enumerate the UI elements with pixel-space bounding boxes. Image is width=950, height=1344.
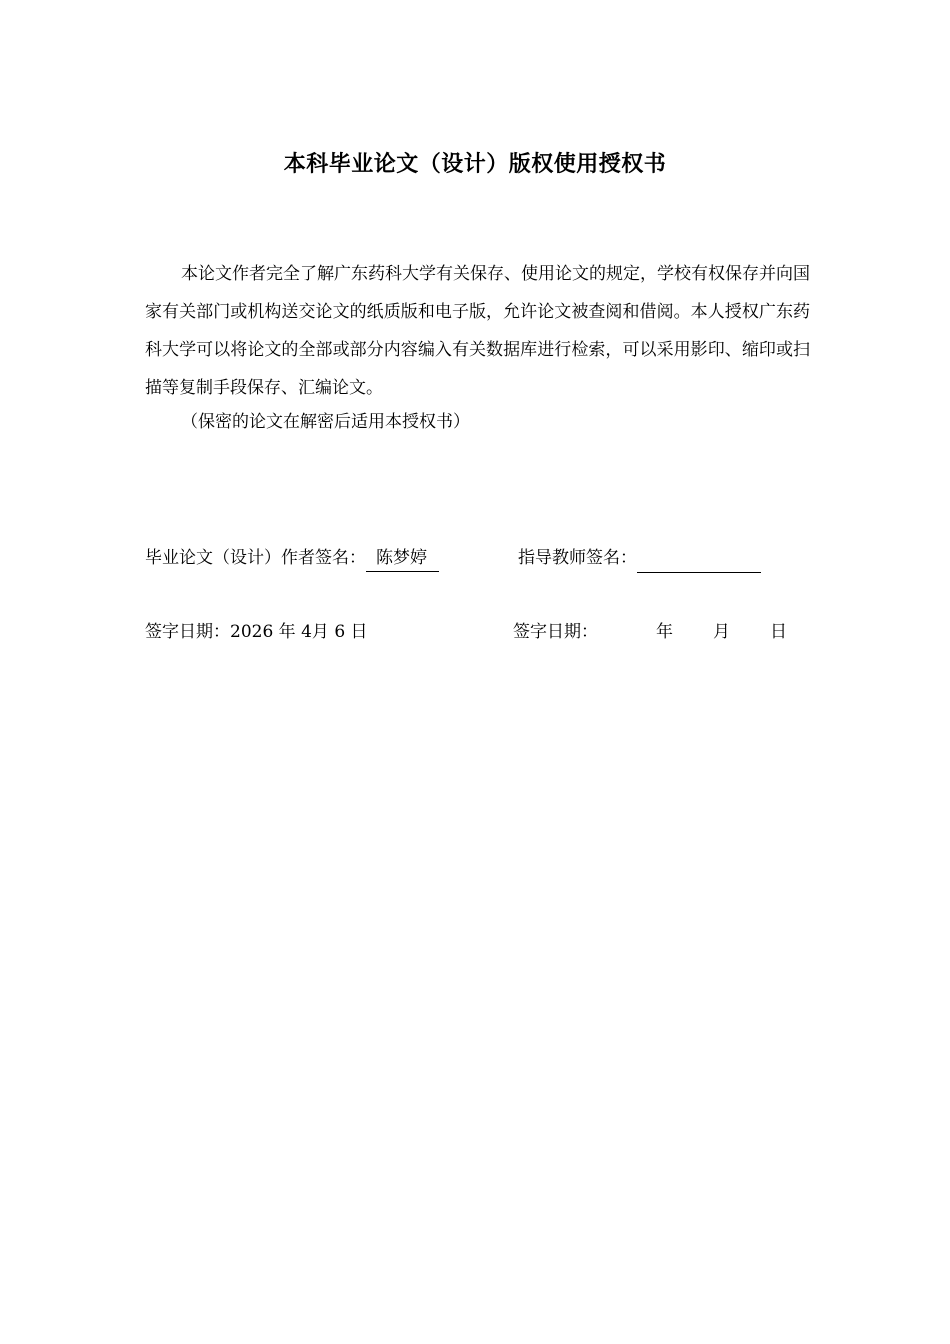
author-date-year-unit: 年 [278,622,296,642]
author-date-day: 6 [334,622,346,642]
advisor-date-label: 签字日期： [513,622,598,642]
confidential-note: （保密的论文在解密后适用本授权书） [181,412,470,432]
author-date-month-unit: 月 [311,622,329,642]
advisor-sign-date [513,617,787,647]
author-date-month: 4 [301,622,312,642]
author-sign-date [145,617,368,647]
advisor-signature-label: 指导教师签名： [518,548,637,568]
advisor-signature-blank [637,548,761,573]
advisor-date-month-unit: 月 [713,622,730,642]
author-signature-label: 毕业论文（设计）作者签名： [145,548,366,568]
author-date-day-unit: 日 [350,622,368,642]
authorization-paragraph: 本论文作者完全了解广东药科大学有关保存、使用论文的规定，学校有权保存并向国家有关部门或机构送交论文的纸质版和电子版，允许论文被查阅和借阅。本人授权广东药科大学可以将论文的全部或部分内容编入有关数据库进行检索，可以采用影印、缩印或扫描等复制手段保存、汇编论文。 [145,264,810,398]
author-signature-name: 陈梦婷 [366,545,439,572]
author-date-year: 2026 [230,622,274,642]
advisor-date-year-unit: 年 [656,622,673,642]
advisor-signature-line [518,543,761,573]
author-date-label: 签字日期： [145,622,230,642]
advisor-date-day-unit: 日 [770,622,787,642]
document-title: 本科毕业论文（设计）版权使用授权书 [283,152,667,177]
author-signature-line [145,543,439,573]
